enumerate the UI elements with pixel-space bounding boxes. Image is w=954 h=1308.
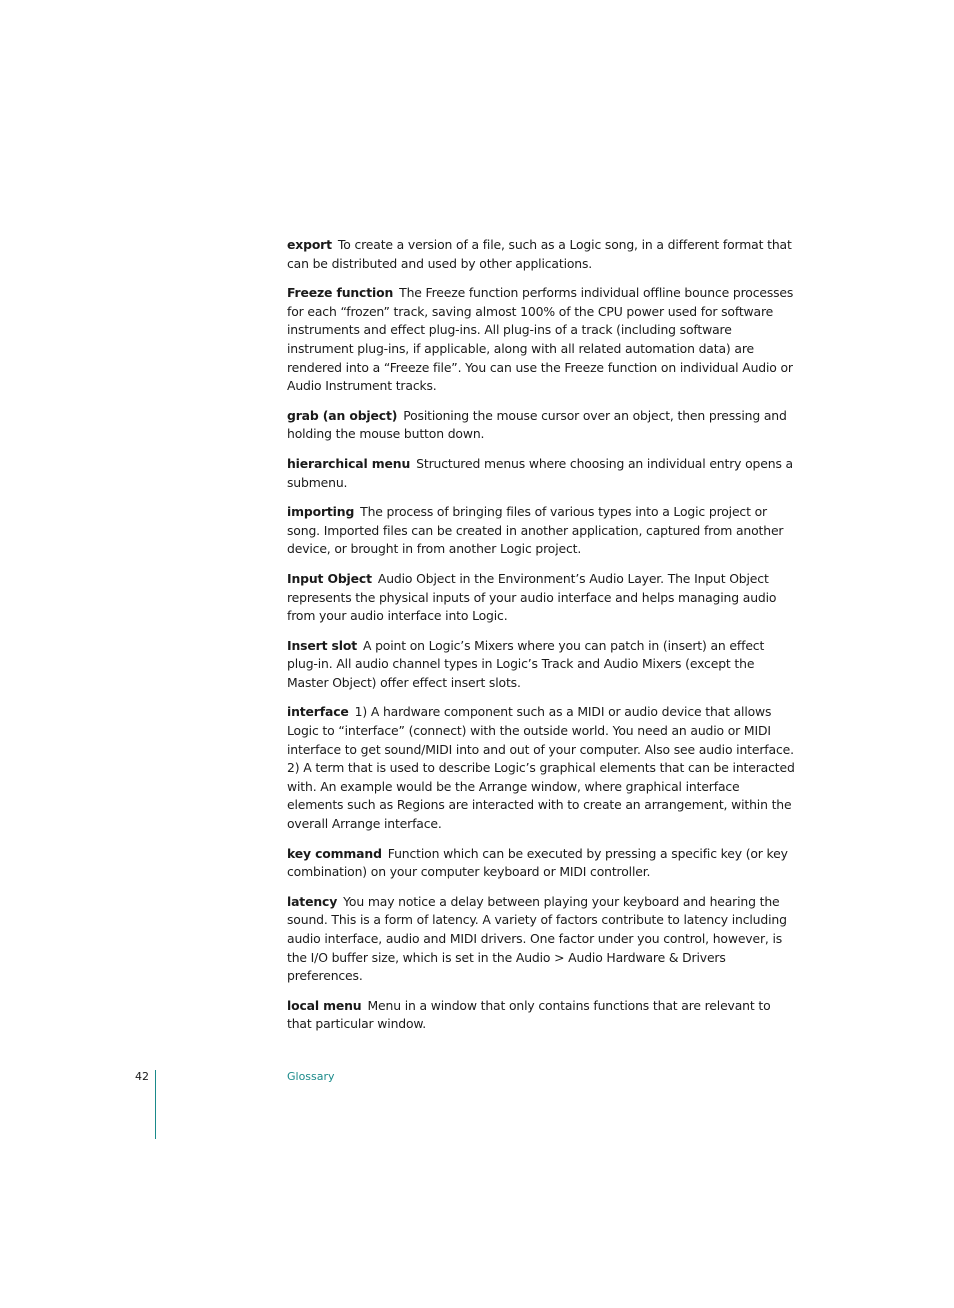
glossary-entry-latency — [287, 893, 795, 986]
glossary-term: latency — [287, 893, 338, 909]
glossary-definition: 1) A hardware component such as a MIDI or audio device that allows Logic to “interface” (connect) with the outside world. You need an audio or MIDI interface to get sound/MIDI into and out of your computer. Also see audio interface. 2) A term that is used to describe Logic’s graphical elements that can be interacted with. An example would be the Arrange window, where graphical interface elements such as Regions are interacted with to create an arrangement, within the overall Arrange interface. — [287, 704, 795, 832]
footer-divider — [155, 1070, 156, 1139]
glossary-term: export — [287, 237, 332, 252]
glossary-term: key command — [287, 845, 382, 861]
section-title: Glossary — [287, 1070, 335, 1083]
glossary-definition: Structured menus where choosing an individual entry opens a submenu. — [287, 455, 793, 490]
glossary-entry-export — [287, 236, 795, 273]
glossary-definition: You may notice a delay between playing your keyboard and hearing the sound. This is a form of latency. A variety of factors contribute to latency including audio interface, audio and MIDI drivers. One factor under you control, however, is the I/O buffer size, which is set in the Audio > Audio Hardware & Drivers preferences. — [287, 893, 787, 984]
glossary-definition: Menu in a window that only contains functions that are relevant to that particular window. — [287, 997, 771, 1032]
glossary-term: hierarchical menu — [287, 455, 411, 471]
glossary-definition: Audio Object in the Environment’s Audio Layer. The Input Object represents the physical inputs of your audio interface and helps managing audio from your audio interface into Logic. — [287, 570, 777, 624]
glossary-term: Input Object — [287, 570, 372, 586]
glossary-entry-importing — [287, 503, 795, 559]
glossary-list — [287, 236, 795, 1045]
glossary-term: Freeze function — [287, 285, 394, 301]
glossary-entry-hierarchical-menu — [287, 455, 795, 492]
glossary-definition: The process of bringing files of various types into a Logic project or song. Imported files can be created in another application, captured from another device, or brought in from another Logic project. — [287, 504, 784, 557]
glossary-entry-freeze-function — [287, 284, 795, 396]
page-number: 42 — [135, 1070, 149, 1083]
glossary-entry-local-menu — [287, 997, 795, 1034]
glossary-term: interface — [287, 704, 349, 720]
glossary-definition: To create a version of a file, such as a Logic song, in a different format that can be distributed and used by other applications. — [287, 237, 792, 271]
glossary-term: importing — [287, 504, 355, 520]
glossary-definition: Positioning the mouse cursor over an object, then pressing and holding the mouse button down. — [287, 407, 787, 442]
glossary-term: grab (an object) — [287, 407, 398, 423]
glossary-term: Insert slot — [287, 637, 357, 653]
glossary-entry-insert-slot — [287, 637, 795, 693]
glossary-entry-input-object — [287, 570, 795, 626]
glossary-entry-key-command — [287, 845, 795, 882]
glossary-entry-interface — [287, 703, 795, 833]
glossary-definition: Function which can be executed by pressing a specific key (or key combination) on your computer keyboard or MIDI controller. — [287, 845, 788, 880]
glossary-term: local menu — [287, 997, 362, 1013]
glossary-definition: A point on Logic’s Mixers where you can patch in (insert) an effect plug-in. All audio channel types in Logic’s Track and Audio Mixers (except the Master Object) offer effect insert slots. — [287, 637, 765, 690]
glossary-definition: The Freeze function performs individual offline bounce processes for each “frozen” track, saving almost 100% of the CPU power used for software instruments and effect plug-ins. All plug-ins of a track (including software instrument plug-ins, if applicable, along with all related automation data) are rendered into a “Freeze file”. You can use the Freeze function on individual Audio or Audio Instrument tracks. — [287, 285, 794, 394]
glossary-entry-grab — [287, 407, 795, 444]
